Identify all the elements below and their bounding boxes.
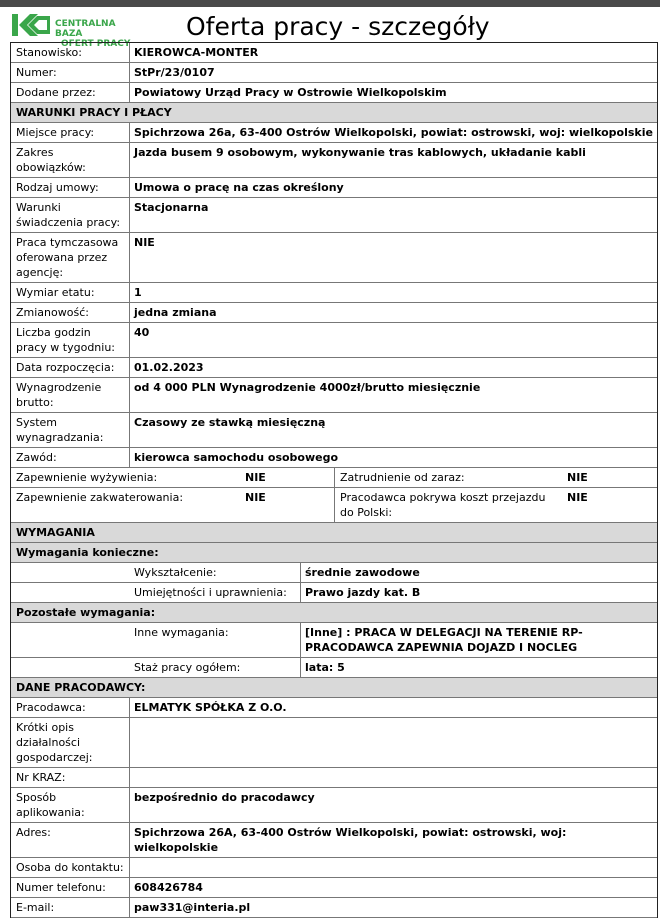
field-label: Adres: [11, 823, 130, 857]
pair-value: NIE [245, 471, 266, 484]
field-value: Jazda busem 9 osobowym, wykonywanie tras kablowych, układanie kabli [134, 146, 586, 159]
field-row [11, 823, 657, 858]
field-label: Krótki opis działalności gospodarczej: [11, 718, 130, 767]
requirement-row [11, 658, 657, 678]
field-value: Czasowy ze stawką miesięczną [134, 416, 326, 429]
pair-left [11, 468, 335, 487]
field-label: E-mail: [11, 898, 130, 917]
field-value: od 4 000 PLN Wynagrodzenie 4000zł/brutto miesięcznie [134, 381, 481, 394]
field-row [11, 448, 657, 468]
field-value: jedna zmiana [134, 306, 217, 319]
field-value [130, 718, 657, 767]
pozostale-rows [11, 623, 657, 678]
pair-label: Pracodawca pokrywa koszt przejazdu do Polski: [340, 491, 546, 519]
requirement-value: Prawo jazdy kat. B [305, 586, 421, 599]
requirement-label: Inne wymagania: [129, 623, 301, 657]
field-row [11, 788, 657, 823]
field-row [11, 198, 657, 233]
field-label: Numer telefonu: [11, 878, 130, 897]
field-label: Liczba godzin pracy w tygodniu: [11, 323, 130, 357]
pair-value: NIE [567, 471, 588, 484]
field-value: kierowca samochodu osobowego [134, 451, 339, 464]
field-row [11, 413, 657, 448]
requirement-label: Wykształcenie: [129, 563, 301, 582]
field-row [11, 123, 657, 143]
field-label: Osoba do kontaktu: [11, 858, 130, 877]
requirement-row [11, 563, 657, 583]
field-label: Stanowisko: [11, 43, 130, 62]
logo-line-2: OFERT PRACY [61, 39, 131, 49]
section-warunki: WARUNKI PRACY I PŁACY [11, 103, 657, 123]
indent-spacer [11, 563, 129, 582]
field-value [130, 768, 657, 787]
section-pozostale: Pozostałe wymagania: [11, 603, 657, 623]
top-rows [11, 43, 657, 103]
field-label: Wymiar etatu: [11, 283, 130, 302]
field-row [11, 358, 657, 378]
logo-line-1: CENTRALNA BAZA [55, 19, 116, 39]
field-label: Nr KRAZ: [11, 768, 130, 787]
pair-value: NIE [245, 491, 266, 504]
field-value: Stacjonarna [134, 201, 209, 214]
requirement-label: Umiejętności i uprawnienia: [129, 583, 301, 602]
field-value: ELMATYK SPÓŁKA Z O.O. [134, 701, 287, 714]
field-value: Umowa o pracę na czas określony [134, 181, 344, 194]
warunki-rows [11, 123, 657, 468]
field-value: 1 [134, 286, 142, 299]
field-label: Praca tymczasowa oferowana przez agencję: [11, 233, 130, 282]
field-row [11, 323, 657, 358]
offer-details-table [10, 42, 658, 918]
field-row [11, 143, 657, 178]
requirement-value: lata: 5 [305, 661, 345, 674]
section-wymagania: WYMAGANIA [11, 523, 657, 543]
benefits-pairs [11, 468, 657, 523]
field-row [11, 303, 657, 323]
field-label: Miejsce pracy: [11, 123, 130, 142]
field-row [11, 43, 657, 63]
field-label: Dodane przez: [11, 83, 130, 102]
field-row [11, 858, 657, 878]
field-value[interactable]: 608426784 [134, 881, 203, 894]
top-bar [0, 0, 660, 7]
indent-spacer [11, 623, 129, 657]
pair-right [335, 468, 658, 487]
field-label: Sposób aplikowania: [11, 788, 130, 822]
pair-right [335, 488, 658, 522]
requirement-value: [Inne] : PRACA W DELEGACJI NA TERENIE RP- PRACODAWCA ZAPEWNIA DOJAZD I NOCLEG [305, 626, 583, 654]
field-row [11, 768, 657, 788]
indent-spacer [11, 658, 129, 677]
field-value: KIEROWCA-MONTER [134, 46, 259, 59]
requirement-label: Staż pracy ogółem: [129, 658, 301, 677]
field-row [11, 718, 657, 768]
field-row [11, 878, 657, 898]
konieczne-rows [11, 563, 657, 603]
pair-left [11, 488, 335, 522]
field-value: bezpośrednio do pracodawcy [134, 791, 315, 804]
logo-icon [10, 12, 52, 38]
section-konieczne: Wymagania konieczne: [11, 543, 657, 563]
field-row [11, 63, 657, 83]
field-value: Spichrzowa 26A, 63-400 Ostrów Wielkopolski, powiat: ostrowski, woj: wielkopolskie [134, 826, 567, 854]
field-value [130, 858, 657, 877]
field-label: Numer: [11, 63, 130, 82]
section-pracodawca: DANE PRACODAWCY: [11, 678, 657, 698]
pracodawca-rows [11, 698, 657, 918]
cbop-logo[interactable] [10, 12, 135, 49]
requirement-row [11, 623, 657, 658]
field-label: Zawód: [11, 448, 130, 467]
field-value: 40 [134, 326, 150, 339]
pair-row [11, 488, 657, 523]
field-row [11, 178, 657, 198]
pair-label: Zatrudnienie od zaraz: [340, 471, 465, 484]
field-row [11, 698, 657, 718]
page-title: Oferta pracy - szczegóły [186, 12, 490, 41]
pair-row [11, 468, 657, 488]
field-row [11, 83, 657, 103]
pair-value: NIE [567, 491, 588, 504]
requirement-row [11, 583, 657, 603]
field-value: StPr/23/0107 [134, 66, 215, 79]
field-value: 01.02.2023 [134, 361, 204, 374]
pair-label: Zapewnienie zakwaterowania: [16, 491, 184, 504]
field-label: Data rozpoczęcia: [11, 358, 130, 377]
field-label: Pracodawca: [11, 698, 130, 717]
field-label: System wynagradzania: [11, 413, 130, 447]
field-label: Zakres obowiązków: [11, 143, 130, 177]
field-row [11, 283, 657, 303]
field-value: Powiatowy Urząd Pracy w Ostrowie Wielkopolskim [134, 86, 447, 99]
requirement-value: średnie zawodowe [305, 566, 420, 579]
field-label: Warunki świadczenia pracy: [11, 198, 130, 232]
field-row [11, 378, 657, 413]
field-row [11, 233, 657, 283]
field-value: NIE [134, 236, 155, 249]
page-header [0, 7, 660, 49]
field-label: Rodzaj umowy: [11, 178, 130, 197]
field-label: Zmianowość: [11, 303, 130, 322]
indent-spacer [11, 583, 129, 602]
field-value: Spichrzowa 26a, 63-400 Ostrów Wielkopolski, powiat: ostrowski, woj: wielkopolskie [134, 126, 653, 139]
field-row [11, 898, 657, 918]
pair-label: Zapewnienie wyżywienia: [16, 471, 158, 484]
field-value[interactable]: paw331@interia.pl [134, 901, 251, 914]
field-label: Wynagrodzenie brutto: [11, 378, 130, 412]
